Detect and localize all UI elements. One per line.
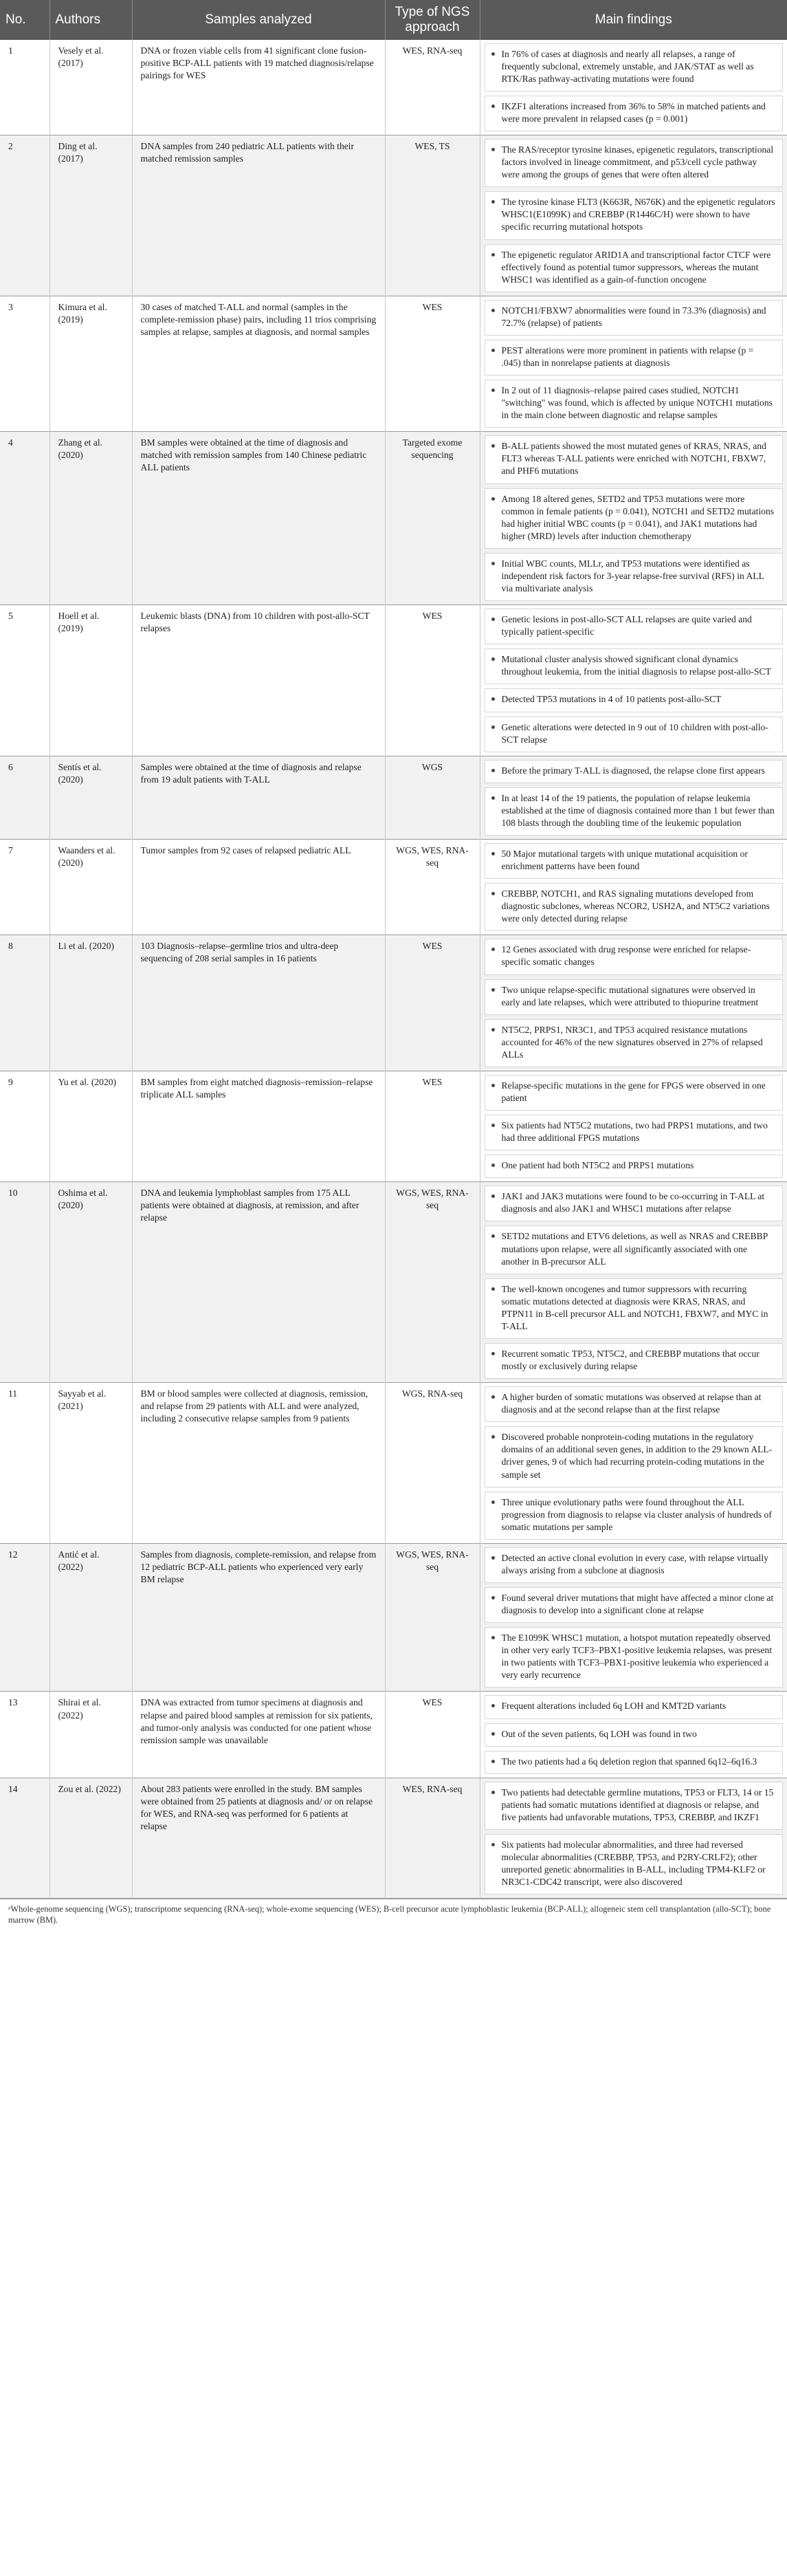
finding-item: JAK1 and JAK3 mutations were found to be co-occurring in T-ALL at diagnosis and also JAK1 and WHSC1 mutations after relapse: [485, 1186, 784, 1221]
cell-no: 7: [0, 839, 49, 935]
cell-no: 1: [0, 40, 49, 135]
table-footnote: ᵃWhole-genome sequencing (WGS); transcriptome sequencing (RNA-seq); whole-exome sequencing (WES); B-cell precursor acute lymphoblastic leukemia (BCP-ALL); allogeneic stem cell transplantation (allo-SCT); bone marrow (BM).: [0, 1899, 787, 1931]
cell-authors: Yu et al. (2020): [49, 1071, 132, 1181]
finding-item: The tyrosine kinase FLT3 (K663R, N676K) and the epigenetic regulators WHSC1(E1099K) and CREBBP (R1446C/H) were shown to have specific recurring mutational hotspots: [485, 191, 784, 239]
finding-item: Out of the seven patients, 6q LOH was found in two: [485, 1723, 784, 1747]
finding-item: Six patients had NT5C2 mutations, two had PRPS1 mutations, and two had three additional FPGS mutations: [485, 1115, 784, 1150]
cell-samples: Samples from diagnosis, complete-remission, and relapse from 12 pediatric BCP-ALL patients who experienced very early BM relapse: [132, 1543, 385, 1692]
cell-no: 2: [0, 135, 49, 296]
cell-type: WES, RNA-seq: [385, 1778, 480, 1899]
cell-samples: DNA and leukemia lymphoblast samples from 175 ALL patients were obtained at diagnosis, at remission, and after relapse: [132, 1182, 385, 1383]
table-row: [0, 839, 787, 935]
cell-authors: Zhang et al. (2020): [49, 432, 132, 605]
cell-authors: Waanders et al. (2020): [49, 839, 132, 935]
finding-item: NOTCH1/FBXW7 abnormalities were found in 73.3% (diagnosis) and 72.7% (relapse) of patients: [485, 300, 784, 336]
table-row: [0, 756, 787, 839]
cell-authors: Vesely et al. (2017): [49, 40, 132, 135]
cell-authors: Kimura et al. (2019): [49, 296, 132, 432]
cell-samples: BM or blood samples were collected at diagnosis, remission, and relapse from 29 patients with ALL and were analyzed, including 2 consecutive relapse samples from 9 patients: [132, 1383, 385, 1544]
finding-item: Three unique evolutionary paths were found throughout the ALL progression from diagnosis to relapse via cluster analysis of hundreds of somatic mutations per sample: [485, 1492, 784, 1540]
finding-item: Two patients had detectable germline mutations, TP53 or FLT3, 14 or 15 patients had somatic mutations identified at diagnosis or relapse, and five patients had unfavorable mutations, TP53, CREBBP, and IKZF1: [485, 1782, 784, 1830]
cell-findings: [480, 756, 787, 839]
finding-item: Mutational cluster analysis showed significant clonal dynamics throughout leukemia, from the initial diagnosis to relapse post-allo-SCT: [485, 648, 784, 684]
cell-no: 14: [0, 1778, 49, 1899]
finding-item: In 2 out of 11 diagnosis–relapse paired cases studied, NOTCH1 "switching" was found, which is affected by unique NOTCH1 mutations in the main clone between diagnostic and relapse samples: [485, 380, 784, 428]
table-header-row: [0, 0, 787, 40]
finding-item: 50 Major mutational targets with unique mutational acquisition or enrichment patterns have been found: [485, 843, 784, 879]
table-row: [0, 1692, 787, 1778]
cell-samples: 30 cases of matched T-ALL and normal (samples in the complete-remission phase) pairs, including 11 trios comprising samples at relapse, samples at diagnosis, and normal samples: [132, 296, 385, 432]
finding-item: Discovered probable nonprotein-coding mutations in the regulatory domains of an additional seven genes, in addition to the 29 known ALL-driver genes, 9 of which had recurring protein-coding mutations in the sample set: [485, 1426, 784, 1487]
cell-authors: Zou et al. (2022): [49, 1778, 132, 1899]
table-row: [0, 1071, 787, 1181]
cell-type: WGS, WES, RNA-seq: [385, 1182, 480, 1383]
finding-item: IKZF1 alterations increased from 36% to 58% in matched patients and were more prevalent in relapsed cases (p = 0.001): [485, 96, 784, 131]
cell-findings: [480, 1071, 787, 1181]
table-row: [0, 40, 787, 135]
table-row: [0, 935, 787, 1071]
cell-samples: 103 Diagnosis–relapse–germline trios and ultra-deep sequencing of 208 serial samples in 16 patients: [132, 935, 385, 1071]
cell-findings: [480, 1383, 787, 1544]
finding-item: Detected TP53 mutations in 4 of 10 patients post-allo-SCT: [485, 688, 784, 712]
cell-samples: DNA or frozen viable cells from 41 significant clone fusion-positive BCP-ALL patients with 19 matched diagnosis/relapse pairings for WES: [132, 40, 385, 135]
cell-no: 6: [0, 756, 49, 839]
cell-findings: [480, 1543, 787, 1692]
finding-item: NT5C2, PRPS1, NR3C1, and TP53 acquired resistance mutations accounted for 46% of the new signatures observed in 27% of relapsed ALLs: [485, 1019, 784, 1067]
cell-type: WES: [385, 605, 480, 756]
finding-item: Detected an active clonal evolution in every case, with relapse virtually always arising from a subclone at diagnosis: [485, 1547, 784, 1583]
finding-item: One patient had both NT5C2 and PRPS1 mutations: [485, 1155, 784, 1178]
cell-type: WES, RNA-seq: [385, 40, 480, 135]
finding-item: SETD2 mutations and ETV6 deletions, as well as NRAS and CREBBP mutations upon relapse, were all significantly associated with one another in B-precursor ALL: [485, 1225, 784, 1274]
cell-authors: Shirai et al. (2022): [49, 1692, 132, 1778]
cell-samples: DNA samples from 240 pediatric ALL patients with their matched remission samples: [132, 135, 385, 296]
cell-findings: [480, 1182, 787, 1383]
finding-item: B-ALL patients showed the most mutated genes of KRAS, NRAS, and FLT3 whereas T-ALL patients were enriched with NOTCH1, FBXW7, and PHF6 mutations: [485, 435, 784, 483]
cell-samples: About 283 patients were enrolled in the study. BM samples were obtained from 25 patients at diagnosis and/ or on relapse for WES, and RNA-seq was performed for 6 patients at relapse: [132, 1778, 385, 1899]
cell-type: WES, TS: [385, 135, 480, 296]
table-row: [0, 135, 787, 296]
cell-samples: Samples were obtained at the time of diagnosis and relapse from 19 adult patients with T-ALL: [132, 756, 385, 839]
finding-item: Initial WBC counts, MLLr, and TP53 mutations were identified as independent risk factors for 3-year relapse-free survival (RFS) in ALL via multivariate analysis: [485, 553, 784, 601]
cell-no: 11: [0, 1383, 49, 1544]
finding-item: Recurrent somatic TP53, NT5C2, and CREBBP mutations that occur mostly or exclusively during relapse: [485, 1343, 784, 1379]
cell-authors: Hoell et al. (2019): [49, 605, 132, 756]
cell-no: 10: [0, 1182, 49, 1383]
table-row: [0, 1778, 787, 1899]
cell-samples: Leukemic blasts (DNA) from 10 children with post-allo-SCT relapses: [132, 605, 385, 756]
cell-findings: [480, 935, 787, 1071]
finding-item: The E1099K WHSC1 mutation, a hotspot mutation repeatedly observed in other very early TCF3–PBX1-positive leukemia relapses, was present in two patients with TCF3–PBX1-positive leukemia who experienced a very early recurrence: [485, 1627, 784, 1688]
header-no: No.: [0, 0, 49, 40]
cell-type: WES: [385, 296, 480, 432]
finding-item: Relapse-specific mutations in the gene for FPGS were observed in one patient: [485, 1075, 784, 1111]
finding-item: In at least 14 of the 19 patients, the population of relapse leukemia established at the time of diagnosis contained more than 1 but fewer than 108 blasts through the doubling time of the leukemic population: [485, 787, 784, 836]
cell-findings: [480, 40, 787, 135]
cell-authors: Sayyab et al. (2021): [49, 1383, 132, 1544]
finding-item: Genetic alterations were detected in 9 out of 10 children with post-allo-SCT relapse: [485, 717, 784, 752]
finding-item: Among 18 altered genes, SETD2 and TP53 mutations were more common in female patients (p = 0.041), NOTCH1 and SETD2 mutations had higher initial WBC counts (p = 0.041), and JAK1 mutations had higher (MRD) levels after induction chemotherapy: [485, 488, 784, 549]
header-type: Type of NGS approach: [385, 0, 480, 40]
finding-item: A higher burden of somatic mutations was observed at relapse than at diagnosis and at the second relapse than at the first relapse: [485, 1386, 784, 1422]
finding-item: Two unique relapse-specific mutational signatures were observed in early and late relapses, which were attributed to thiopurine treatment: [485, 979, 784, 1015]
finding-item: Genetic lesions in post-allo-SCT ALL relapses are quite varied and typically patient-specific: [485, 609, 784, 644]
finding-item: The well-known oncogenes and tumor suppressors with recurring somatic mutations detected at diagnosis were KRAS, NRAS, and PTPN11 in B-cell precursor ALL and NOTCH1, FBXW7, and MYC in T-ALL: [485, 1278, 784, 1339]
cell-type: WGS, WES, RNA-seq: [385, 1543, 480, 1692]
cell-no: 8: [0, 935, 49, 1071]
cell-findings: [480, 135, 787, 296]
cell-findings: [480, 1692, 787, 1778]
header-authors: Authors: [49, 0, 132, 40]
cell-type: WES: [385, 1692, 480, 1778]
finding-item: Frequent alterations included 6q LOH and KMT2D variants: [485, 1695, 784, 1718]
finding-item: The epigenetic regulator ARID1A and transcriptional factor CTCF were effectively found as potential tumor suppressors, whereas the mutant WHSC1 was identified as a gain-of-function oncogene: [485, 244, 784, 292]
cell-type: WGS: [385, 756, 480, 839]
finding-item: Found several driver mutations that might have affected a minor clone at diagnosis to develop into a significant clone at relapse: [485, 1587, 784, 1623]
cell-authors: Ding et al. (2017): [49, 135, 132, 296]
cell-no: 3: [0, 296, 49, 432]
table-row: [0, 1543, 787, 1692]
table-row: [0, 605, 787, 756]
table-row: [0, 1383, 787, 1544]
cell-no: 5: [0, 605, 49, 756]
cell-findings: [480, 432, 787, 605]
header-samples: Samples analyzed: [132, 0, 385, 40]
cell-findings: [480, 296, 787, 432]
cell-type: WGS, RNA-seq: [385, 1383, 480, 1544]
cell-authors: Oshima et al. (2020): [49, 1182, 132, 1383]
cell-findings: [480, 1778, 787, 1899]
cell-type: WGS, WES, RNA-seq: [385, 839, 480, 935]
table-row: [0, 296, 787, 432]
cell-no: 9: [0, 1071, 49, 1181]
finding-item: In 76% of cases at diagnosis and nearly all relapses, a range of frequently subclonal, extremely unstable, and JAK/STAT as well as RTK/Ras pathway-activating mutations were found: [485, 43, 784, 91]
finding-item: 12 Genes associated with drug response were enriched for relapse-specific somatic changes: [485, 939, 784, 974]
cell-no: 4: [0, 432, 49, 605]
cell-samples: DNA was extracted from tumor specimens at diagnosis and relapse and paired blood samples at remission for six patients, and tumor-only analysis was conducted for one patient whose remission sample was unavailable: [132, 1692, 385, 1778]
cell-authors: Sentís et al. (2020): [49, 756, 132, 839]
cell-type: Targeted exome sequencing: [385, 432, 480, 605]
cell-findings: [480, 605, 787, 756]
cell-samples: BM samples from eight matched diagnosis–remission–relapse triplicate ALL samples: [132, 1071, 385, 1181]
finding-item: Before the primary T-ALL is diagnosed, the relapse clone first appears: [485, 760, 784, 783]
cell-samples: Tumor samples from 92 cases of relapsed pediatric ALL: [132, 839, 385, 935]
cell-authors: Li et al. (2020): [49, 935, 132, 1071]
cell-type: WES: [385, 935, 480, 1071]
cell-authors: Antić et al. (2022): [49, 1543, 132, 1692]
header-findings: Main findings: [480, 0, 787, 40]
table-body: [0, 40, 787, 1899]
finding-item: The two patients had a 6q deletion region that spanned 6q12–6q16.3: [485, 1751, 784, 1774]
table-row: [0, 1182, 787, 1383]
finding-item: The RAS/receptor tyrosine kinases, epigenetic regulators, transcriptional factors involved in lineage commitment, and p53/cell cycle pathway were among the groups of genes that were often altered: [485, 139, 784, 187]
cell-samples: BM samples were obtained at the time of diagnosis and matched with remission samples from 140 Chinese pediatric ALL patients: [132, 432, 385, 605]
cell-findings: [480, 839, 787, 935]
finding-item: CREBBP, NOTCH1, and RAS signaling mutations developed from diagnostic subclones, whereas NCOR2, USH2A, and NT5C2 variations were only detected during relapse: [485, 883, 784, 931]
finding-item: Six patients had molecular abnormalities, and three had reversed molecular abnormalities (CREBBP, TP53, and P2RY-CRLF2); other unreported genetic abnormalities in B-ALL, including TPM4-KLF2 or NR3C1-CDC42 transcript, were also discovered: [485, 1834, 784, 1895]
cell-no: 12: [0, 1543, 49, 1692]
cell-type: WES: [385, 1071, 480, 1181]
table-row: [0, 432, 787, 605]
finding-item: PEST alterations were more prominent in patients with relapse (p = .045) than in nonrelapse patients at diagnosis: [485, 340, 784, 375]
cell-no: 13: [0, 1692, 49, 1778]
